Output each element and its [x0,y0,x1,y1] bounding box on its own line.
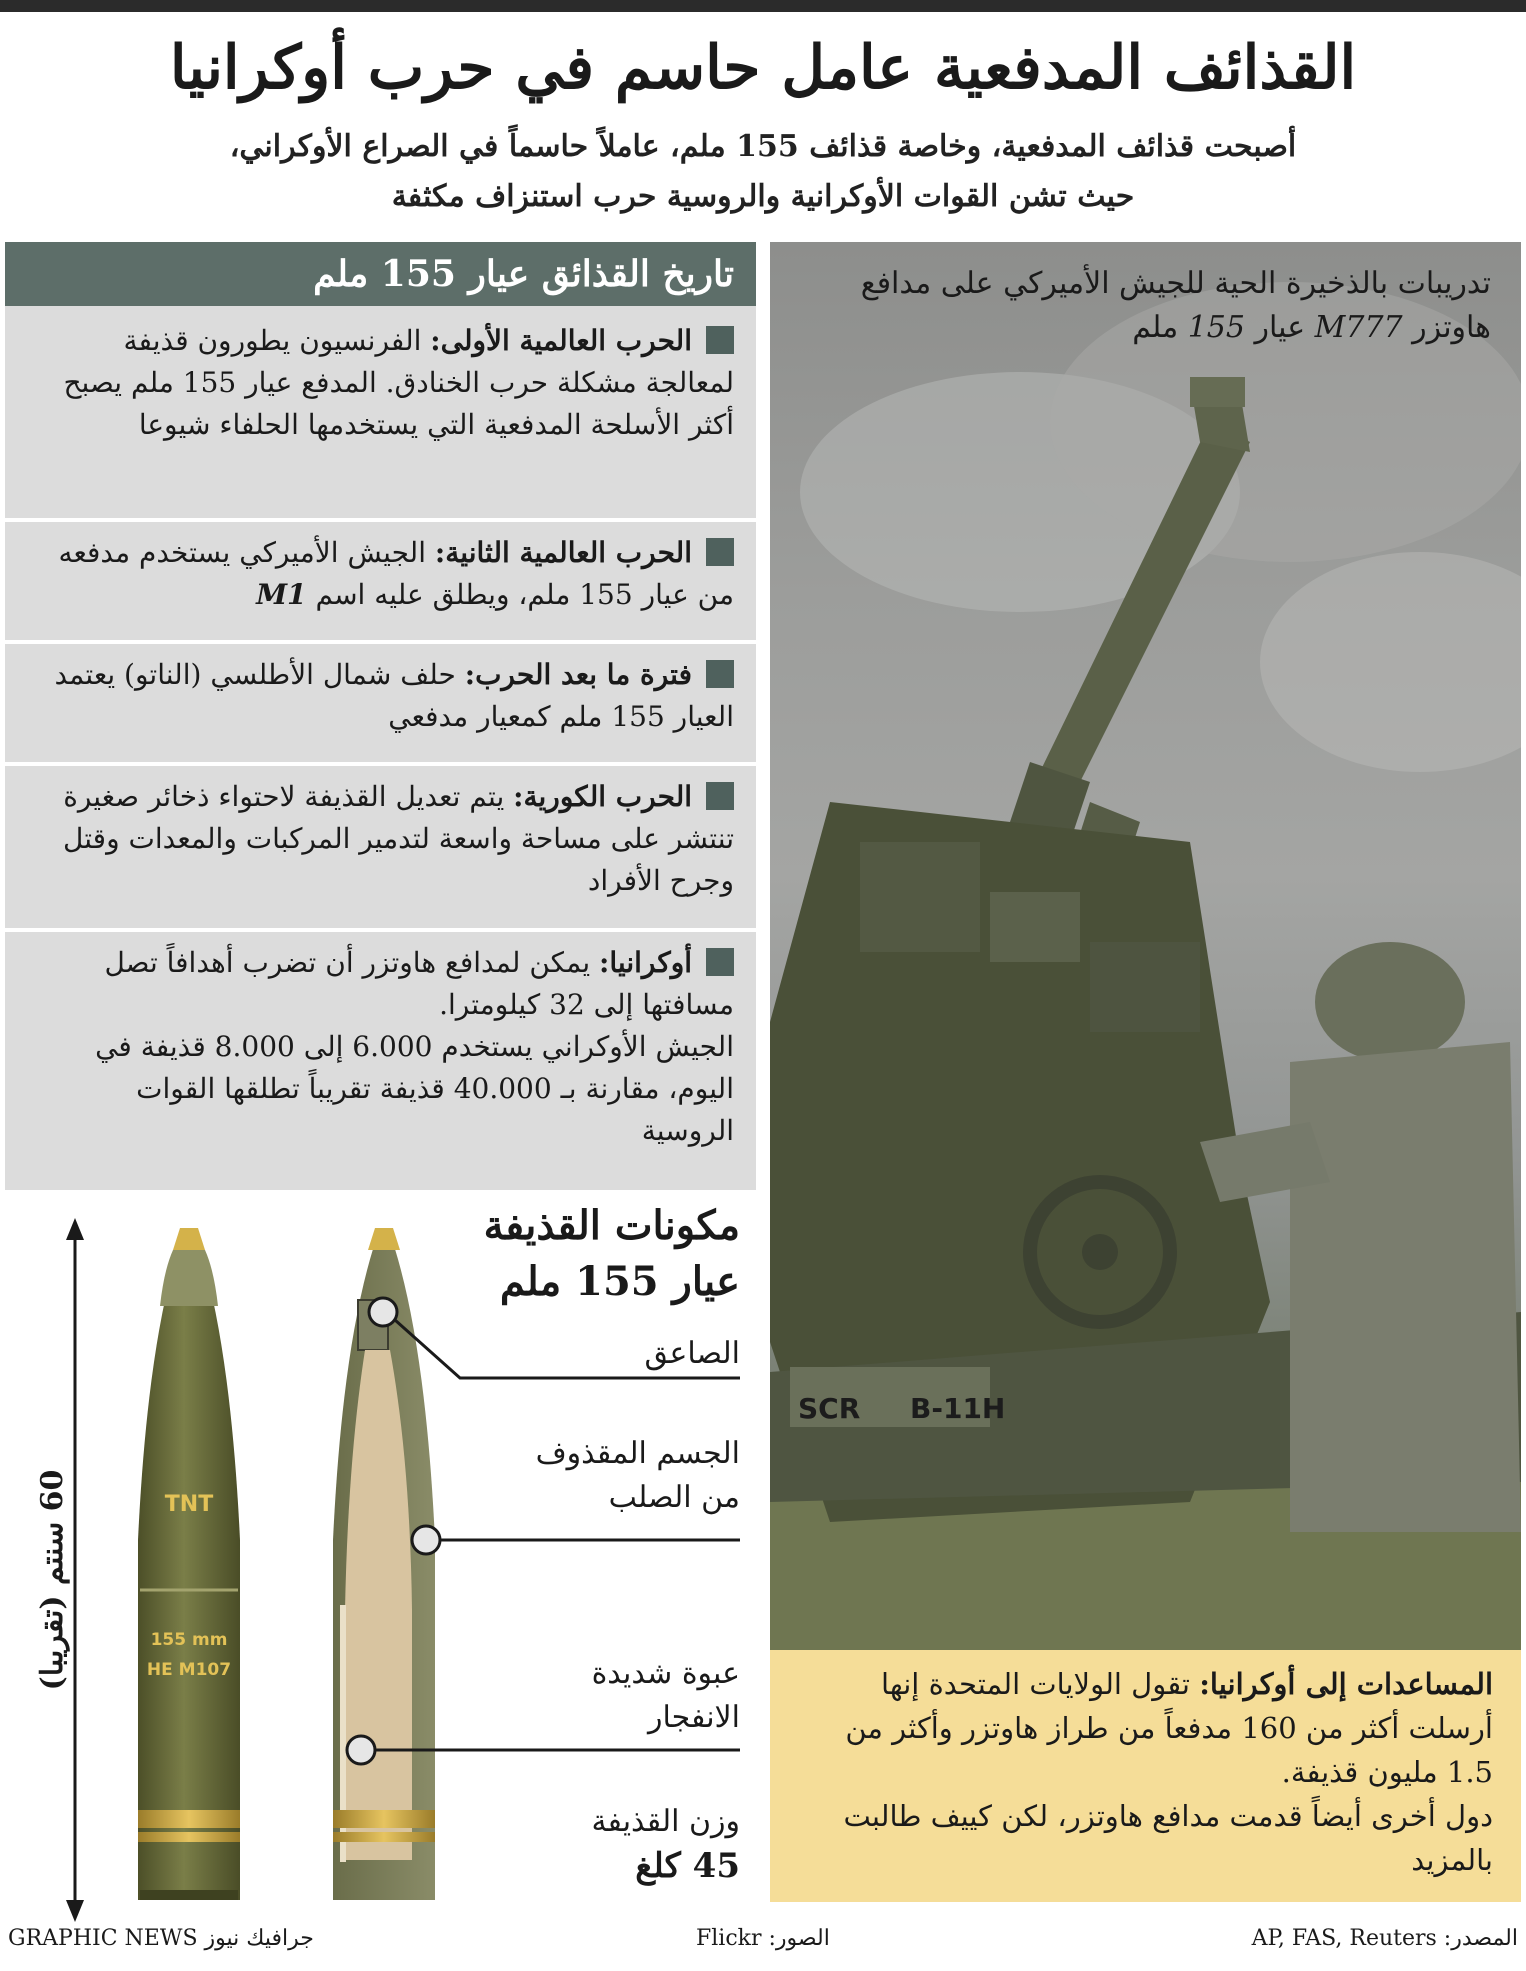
timeline-item-postwar [5,646,756,756]
components-title-line-2: عيار 155 ملم [499,1258,740,1305]
page-title: القذائف المدفعية عامل حاسم في حرب أوكرانيا [169,33,1357,103]
label-explosive-line-1: عبوة شديدة [591,1656,740,1691]
timeline-item-ww2 [5,524,756,634]
caption-caliber: 155 [1187,310,1245,345]
caption-text: ملم [1132,310,1188,345]
howitzer-illustration [770,242,1521,1650]
bullet-square-icon [706,538,734,566]
divider [5,928,756,932]
top-rule [0,0,1526,12]
divider [5,640,756,644]
page-subtitle [80,122,1446,222]
aid-text-2: دول أخرى أيضاً قدمت مدافع هاوتزر، لكن كييف طالبت بالمزيد [843,1799,1493,1877]
footer-photos: الصور: Flickr [696,1926,830,1951]
caption-text: هاوتزر [1402,310,1491,345]
bullet-square-icon [706,782,734,810]
timeline-heading: الحرب العالمية الثانية: [434,536,692,569]
timeline-heading: فترة ما بعد الحرب: [464,658,692,691]
timeline-item-korea [5,768,756,918]
marking-scr: SCR [798,1392,861,1425]
timeline-text: حلف شمال الأطلسي (الناتو) يعتمد العيار 155 ملم كمعيار مدفعي [54,658,734,733]
caption-line-1: تدريبات بالذخيرة الحية للجيش الأميركي على مدافع [860,266,1491,301]
divider [5,762,756,766]
photo-caption [791,262,1491,350]
shell-caliber-label: 155 mm [150,1630,228,1650]
aid-text-1: تقول الولايات المتحدة إنها أرسلت أكثر من 160 مدفعاً من طراز هاوتزر وأكثر من 1.5 مليون قذيفة. [845,1667,1493,1789]
footer [0,1910,1526,1960]
label-body-line-1: الجسم المقذوف [535,1436,740,1471]
subtitle-line-2: حيث تشن القوات الأوكرانية والروسية حرب استنزاف مكثفة [391,179,1135,214]
caption-line-2 [791,306,1491,350]
aid-box [770,1650,1521,1902]
footer-source: المصدر: AP, FAS, Reuters [1251,1926,1518,1951]
timeline-emphasis: M1 [256,578,307,611]
shell-tnt-label: TNT [164,1492,214,1517]
timeline-header [5,242,756,306]
timeline-heading: الحرب العالمية الأولى: [430,324,692,357]
timeline-text: يتم تعديل القذيفة لاحتواء ذخائر صغيرة تنتشر على مساحة واسعة لتدمير المركبات والمعدات وقتل وجرح الأفراد [63,780,734,897]
caption-model: M777 [1314,310,1403,345]
timeline-item-ww1 [5,312,756,482]
timeline-text-2: الجيش الأوكراني يستخدم 6.000 إلى 8.000 قذيفة في اليوم، مقارنة بـ 40.000 قذيفة تقريباً تطلقها القوات الروسية [95,1030,734,1147]
aid-heading: المساعدات إلى أوكرانيا: [1199,1667,1493,1701]
bullet-square-icon [706,326,734,354]
footer-credit: GRAPHIC NEWS جرافيك نيوز [8,1926,314,1951]
label-body-line-2: من الصلب [608,1480,740,1515]
howitzer-photo [770,242,1521,1650]
label-fuze: الصاعق [644,1336,740,1371]
label-weight-line-2: 45 كلغ [635,1846,740,1886]
timeline-text: يمكن لمدافع هاوتزر أن تضرب أهدافاً تصل مسافتها إلى 32 كيلومترا. [104,946,734,1021]
marking-b11h: B-11H [910,1392,1006,1425]
subtitle-line-1: أصبحت قذائف المدفعية، وخاصة قذائف 155 ملم، عاملاً حاسماً في الصراع الأوكراني، [229,129,1297,164]
components-title-line-1: مكونات القذيفة [483,1202,740,1249]
timeline-heading: أوكرانيا: [599,946,692,979]
shell-type-label: HE M107 [146,1660,232,1680]
label-weight-line-1: وزن القذيفة [591,1804,740,1839]
timeline-text: الفرنسيون يطورون قذيفة لمعالجة مشكلة حرب الخنادق. المدفع عيار 155 ملم يصبح أكثر الأسلحة المدفعية التي يستخدمها الحلفاء شيوعا [63,324,734,441]
label-explosive-line-2: الانفجار [648,1700,740,1735]
timeline-heading: الحرب الكورية: [513,780,692,813]
timeline-text: الجيش الأميركي يستخدم مدفعه من عيار 155 ملم، ويطلق عليه اسم [58,536,734,611]
shell-length-label: 60 سنتم (تقريبا) [35,1469,70,1691]
caption-text: عيار [1244,310,1315,345]
timeline-item-ukraine [5,934,756,1184]
shell-diagram [0,1210,760,1930]
divider [5,518,756,522]
bullet-square-icon [706,948,734,976]
bullet-square-icon [706,660,734,688]
timeline-header-text: تاريخ القذائق عيار 155 ملم [313,253,734,295]
timeline-panel [5,242,756,1190]
